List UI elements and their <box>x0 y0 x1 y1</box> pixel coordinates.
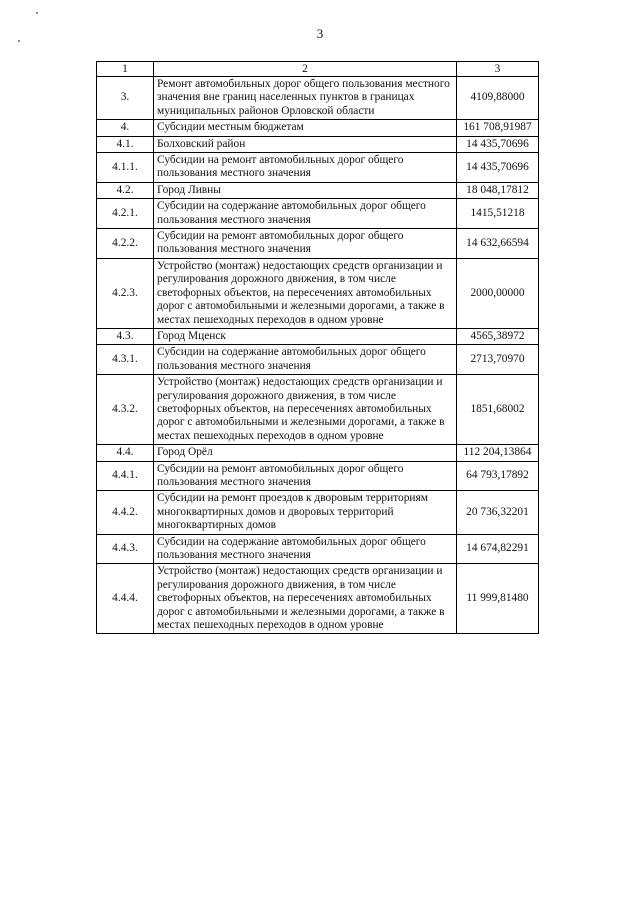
row-name: Субсидии на ремонт автомобильных дорог общего пользования местного значения <box>154 153 457 183</box>
row-name: Устройство (монтаж) недостающих средств организации и регулирования дорожного движения, в том числе светофорных объектов, на пересечениях автомобильных дорог с автомобильными и железными дорогами, а также в местах пешеходных переходов в одном уровне <box>154 375 457 445</box>
row-name: Субсидии местным бюджетам <box>154 120 457 136</box>
row-name: Устройство (монтаж) недостающих средств организации и регулирования дорожного движения, в том числе светофорных объектов, на пересечениях автомобильных дорог с автомобильными и железными дорогами, а также в местах пешеходных переходов в одном уровне <box>154 258 457 328</box>
row-name: Субсидии на содержание автомобильных дорог общего пользования местного значения <box>154 345 457 375</box>
row-value: 2713,70970 <box>457 345 539 375</box>
table-header-row <box>97 62 539 77</box>
row-number: 4.4.1. <box>97 461 154 491</box>
table-row <box>97 229 539 259</box>
row-number: 4.2.1. <box>97 199 154 229</box>
row-value: 4109,88000 <box>457 77 539 120</box>
row-value: 161 708,91987 <box>457 120 539 136</box>
table-row <box>97 491 539 534</box>
row-value: 1851,68002 <box>457 375 539 445</box>
row-number: 4.3.2. <box>97 375 154 445</box>
row-number: 4. <box>97 120 154 136</box>
row-name: Субсидии на ремонт автомобильных дорог общего пользования местного значения <box>154 229 457 259</box>
row-number: 4.3. <box>97 328 154 344</box>
column-header: 2 <box>154 62 457 77</box>
row-name: Субсидии на ремонт проездов к дворовым территориям многоквартирных домов и дворовых территорий многоквартирных домов <box>154 491 457 534</box>
table-row <box>97 375 539 445</box>
row-name: Субсидии на содержание автомобильных дорог общего пользования местного значения <box>154 199 457 229</box>
row-number: 4.2.3. <box>97 258 154 328</box>
table-row <box>97 345 539 375</box>
row-name: Город Мценск <box>154 328 457 344</box>
row-value: 64 793,17892 <box>457 461 539 491</box>
scan-speck <box>36 12 38 14</box>
row-number: 4.4.3. <box>97 534 154 564</box>
column-header: 1 <box>97 62 154 77</box>
row-name: Субсидии на ремонт автомобильных дорог общего пользования местного значения <box>154 461 457 491</box>
row-value: 4565,38972 <box>457 328 539 344</box>
row-name: Ремонт автомобильных дорог общего пользования местного значения вне границ населенных пунктов в границах муниципальных районов Орловской области <box>154 77 457 120</box>
row-value: 20 736,32201 <box>457 491 539 534</box>
table-row <box>97 258 539 328</box>
budget-table <box>96 61 539 634</box>
table-row <box>97 534 539 564</box>
row-value: 11 999,81480 <box>457 564 539 634</box>
row-number: 4.4.4. <box>97 564 154 634</box>
row-name: Устройство (монтаж) недостающих средств организации и регулирования дорожного движения, в том числе светофорных объектов, на пересечениях автомобильных дорог с автомобильными и железными дорогами, а также в местах пешеходных переходов в одном уровне <box>154 564 457 634</box>
column-header: 3 <box>457 62 539 77</box>
table-row <box>97 461 539 491</box>
row-value: 14 435,70696 <box>457 136 539 152</box>
table-row <box>97 136 539 152</box>
row-name: Субсидии на содержание автомобильных дорог общего пользования местного значения <box>154 534 457 564</box>
row-value: 14 435,70696 <box>457 153 539 183</box>
row-number: 4.4. <box>97 445 154 461</box>
row-name: Город Ливны <box>154 182 457 198</box>
page-number: 3 <box>316 26 324 41</box>
row-number: 4.2.2. <box>97 229 154 259</box>
row-number: 4.4.2. <box>97 491 154 534</box>
row-name: Болховский район <box>154 136 457 152</box>
table-row <box>97 120 539 136</box>
row-value: 14 632,66594 <box>457 229 539 259</box>
row-value: 2000,00000 <box>457 258 539 328</box>
row-value: 112 204,13864 <box>457 445 539 461</box>
table-row <box>97 182 539 198</box>
row-number: 4.1.1. <box>97 153 154 183</box>
table-row <box>97 77 539 120</box>
row-value: 18 048,17812 <box>457 182 539 198</box>
table-row <box>97 445 539 461</box>
row-number: 4.1. <box>97 136 154 152</box>
table-row <box>97 564 539 634</box>
table-row <box>97 153 539 183</box>
row-number: 4.2. <box>97 182 154 198</box>
table-row <box>97 199 539 229</box>
row-value: 14 674,82291 <box>457 534 539 564</box>
row-number: 4.3.1. <box>97 345 154 375</box>
table-row <box>97 328 539 344</box>
row-number: 3. <box>97 77 154 120</box>
row-value: 1415,51218 <box>457 199 539 229</box>
row-name: Город Орёл <box>154 445 457 461</box>
